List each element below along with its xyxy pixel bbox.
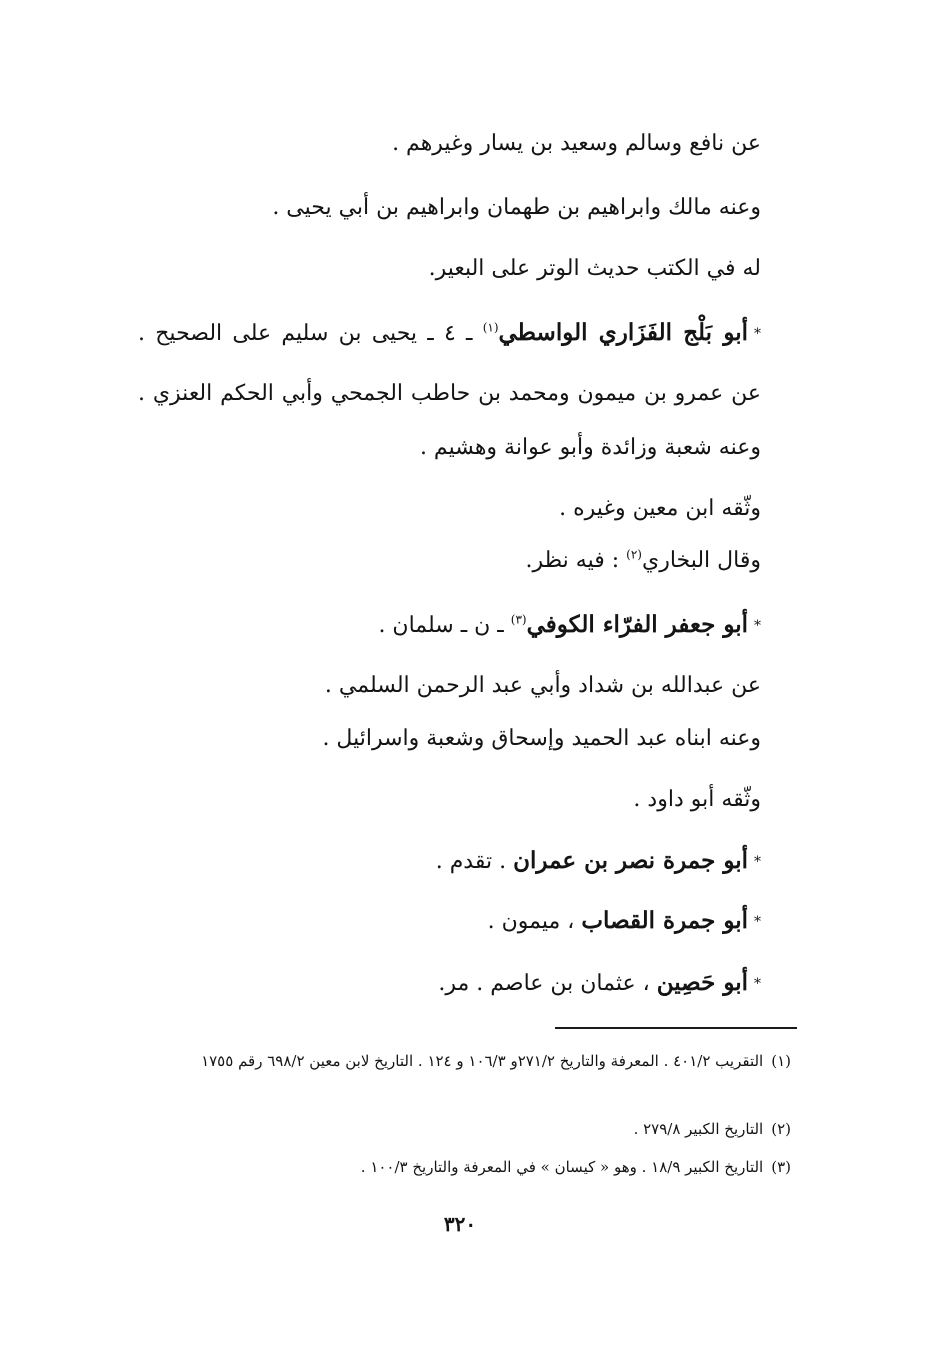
line-text: وعنه ابناه عبد الحميد وإسحاق وشعبة واسرائيل . (322, 726, 761, 751)
entry-star-marker: * (754, 914, 761, 930)
entry-star-marker: * (754, 854, 761, 870)
line-text: ، عثمان بن عاصم . مر. (438, 971, 657, 996)
footnote (361, 1156, 791, 1178)
footnote (634, 1118, 791, 1140)
text-line (322, 724, 761, 754)
footnote-ref: (١) (482, 320, 499, 335)
footnote-number: (١) (771, 1052, 791, 1070)
line-text: له في الكتب حديث الوتر على البعير. (428, 256, 761, 281)
line-text: عن عمرو بن ميمون ومحمد بن حاطب الجمحي وأبي الحكم العنزي . (138, 381, 761, 406)
text-line (525, 546, 761, 576)
entry-name: أبو حَصِين (656, 969, 748, 996)
footnote-text: التاريخ الكبير ٢٧٩/٨ . (633, 1120, 764, 1138)
line-text: : فيه نظر. (525, 548, 627, 573)
text-line (429, 254, 761, 284)
footnote-ref: (٣) (510, 612, 527, 627)
footnote-separator-rule (555, 1027, 797, 1029)
footnote-text: التقريب ٤٠١/٢ . المعرفة والتاريخ ٢٧١/٢و ١٠٦/٣ و ١٢٤ . التاريخ لابن معين ٦٩٨/٢ رقم ١٧٥٥ (201, 1052, 764, 1070)
text-line (420, 433, 761, 463)
line-text: ، ميمون . (487, 909, 582, 934)
entry-star-marker: * (754, 618, 761, 634)
text-line (325, 671, 761, 701)
footnote-text: التاريخ الكبير ١٨/٩ . وهو « كيسان » في المعرفة والتاريخ ١٠٠/٣ . (360, 1158, 764, 1176)
footnote-number: (٢) (771, 1120, 791, 1138)
entry-name: أبو جمرة القصاب (581, 907, 748, 934)
line-text: عن عبدالله بن شداد وأبي عبد الرحمن السلمي . (324, 673, 761, 698)
line-text: ـ ن ـ سلمان . (378, 613, 511, 638)
line-text: وعنه مالك وابراهيم بن طهمان وابراهيم بن أبي يحيى . (272, 195, 761, 220)
entry-heading-line (138, 318, 761, 349)
entry-heading-line (378, 610, 761, 641)
entry-name: أبو بَلْج الفَزَاري الواسطي (498, 319, 748, 346)
footnote (138, 1050, 791, 1072)
entry-name: أبو جمرة نصر بن عمران (513, 847, 748, 874)
text-line (633, 785, 761, 815)
entry-name: أبو جعفر الفرّاء الكوفي (526, 611, 748, 638)
line-text: وثّقه أبو داود . (633, 787, 761, 812)
line-text: . تقدم . (435, 849, 514, 874)
line-text: وقال البخاري (641, 548, 761, 573)
text-line (559, 494, 761, 524)
footnote-ref: (٢) (626, 547, 642, 562)
line-text: ـ ٤ ـ يحيى بن سليم على الصحيح . (138, 321, 483, 346)
line-text: وثّقه ابن معين وغيره . (559, 496, 761, 521)
entry-heading-line (438, 968, 761, 999)
entry-heading-line (488, 906, 761, 937)
entry-star-marker: * (754, 326, 761, 342)
entry-heading-line (436, 846, 761, 877)
text-line (392, 129, 761, 159)
text-line (138, 379, 761, 409)
footnote-number: (٣) (771, 1158, 791, 1176)
page-number: ٣٢٠ (443, 1212, 477, 1236)
line-text: عن نافع وسالم وسعيد بن يسار وغيرهم . (392, 131, 761, 156)
text-line (272, 193, 761, 223)
entry-star-marker: * (754, 976, 761, 992)
line-text: وعنه شعبة وزائدة وأبو عوانة وهشيم . (419, 435, 761, 460)
